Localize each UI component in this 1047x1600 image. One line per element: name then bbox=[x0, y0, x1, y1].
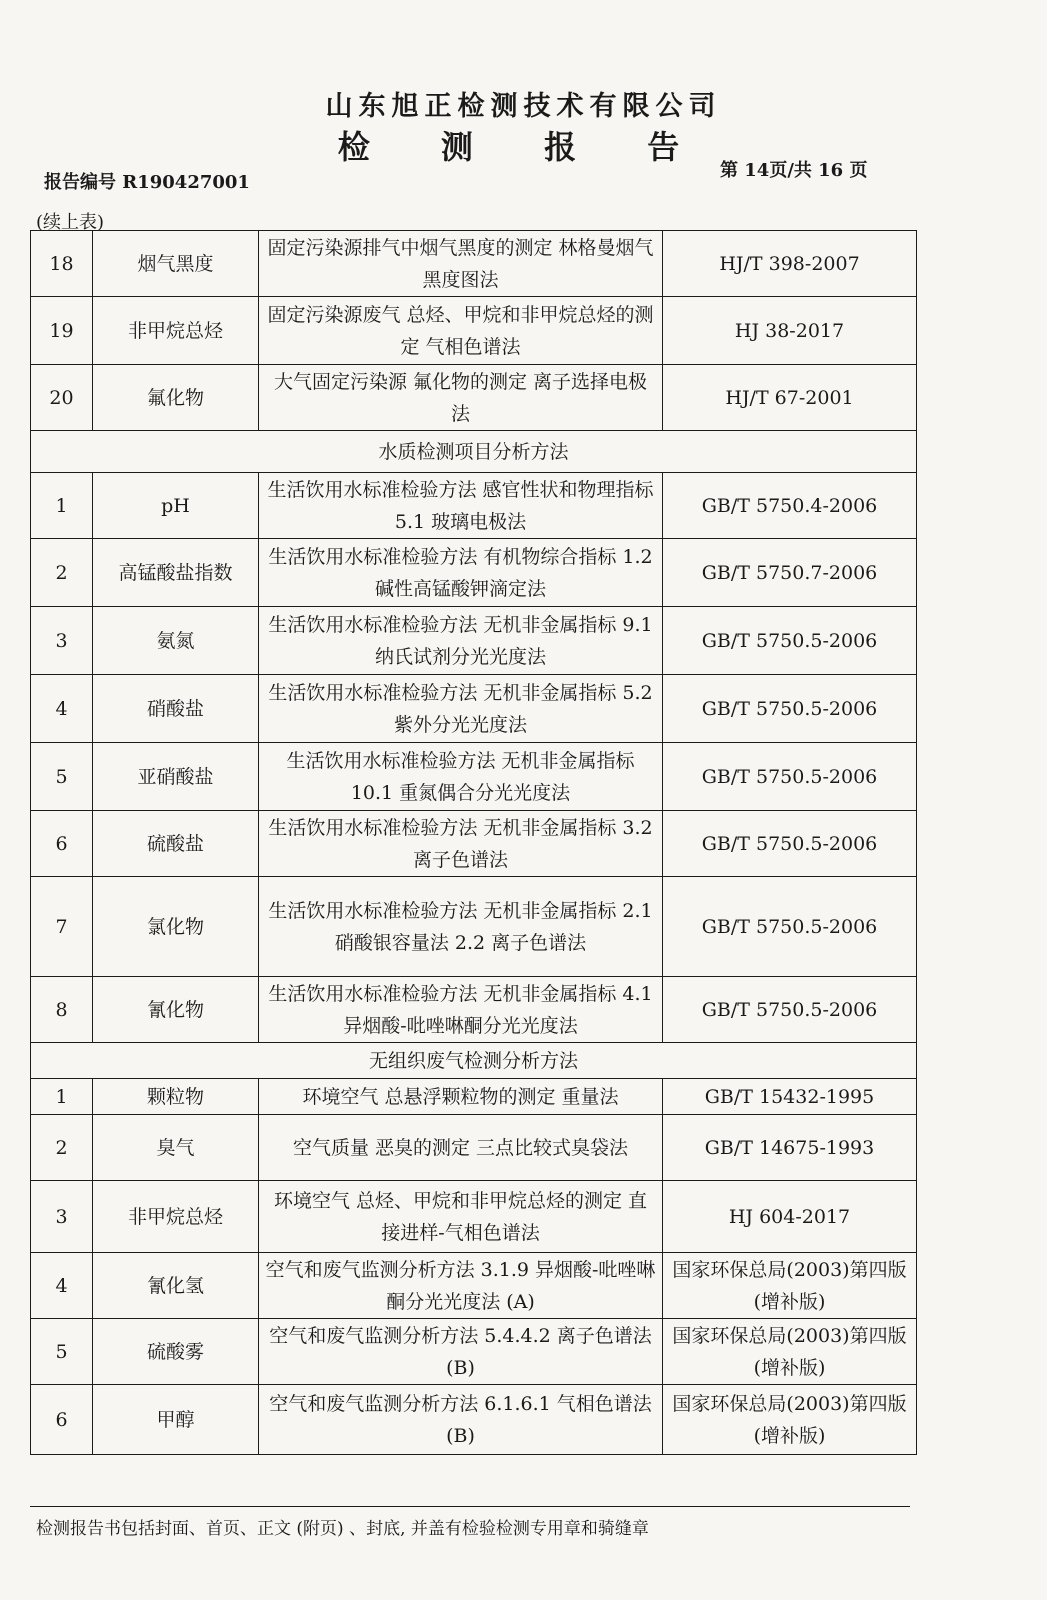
standard-code: HJ/T 67-2001 bbox=[663, 365, 917, 431]
document-title: 检 测 报 告 bbox=[337, 128, 710, 166]
report-number: 报告编号 R190427001 bbox=[44, 172, 250, 193]
item-name: 非甲烷总烃 bbox=[93, 297, 259, 365]
standard-code: 国家环保总局(2003)第四版(增补版) bbox=[663, 1385, 917, 1455]
row-number: 5 bbox=[31, 743, 93, 811]
row-number: 2 bbox=[31, 539, 93, 607]
standard-code: GB/T 5750.5-2006 bbox=[663, 675, 917, 743]
row-number: 4 bbox=[31, 675, 93, 743]
row-number: 3 bbox=[31, 1181, 93, 1253]
row-number: 6 bbox=[31, 1385, 93, 1455]
item-name: 甲醇 bbox=[93, 1385, 259, 1455]
section-header-air bbox=[31, 1043, 917, 1079]
item-name: 高锰酸盐指数 bbox=[93, 539, 259, 607]
item-name: 烟气黑度 bbox=[93, 231, 259, 297]
item-name: 氰化氢 bbox=[93, 1253, 259, 1319]
page-info: 第 14页/共 16 页 bbox=[720, 160, 868, 181]
section-title: 无组织废气检测分析方法 bbox=[31, 1043, 917, 1079]
row-number: 1 bbox=[31, 1079, 93, 1115]
footer-note: 检测报告书包括封面、首页、正文 (附页) 、封底, 并盖有检验检测专用章和骑缝章 bbox=[36, 1519, 649, 1539]
standard-code: GB/T 5750.5-2006 bbox=[663, 811, 917, 877]
row-number: 20 bbox=[31, 365, 93, 431]
method-name: 生活饮用水标准检验方法 无机非金属指标 5.2 紫外分光光度法 bbox=[259, 675, 663, 743]
table-row bbox=[31, 1115, 917, 1181]
item-name: 氰化物 bbox=[93, 977, 259, 1043]
standard-code: GB/T 5750.5-2006 bbox=[663, 877, 917, 977]
section-title: 水质检测项目分析方法 bbox=[31, 431, 917, 473]
table-row bbox=[31, 977, 917, 1043]
row-number: 19 bbox=[31, 297, 93, 365]
item-name: 氯化物 bbox=[93, 877, 259, 977]
method-name: 环境空气 总悬浮颗粒物的测定 重量法 bbox=[259, 1079, 663, 1115]
standard-code: GB/T 5750.4-2006 bbox=[663, 473, 917, 539]
standard-code: HJ 604-2017 bbox=[663, 1181, 917, 1253]
section-header-water bbox=[31, 431, 917, 473]
standard-code: GB/T 5750.7-2006 bbox=[663, 539, 917, 607]
method-name: 生活饮用水标准检验方法 无机非金属指标 3.2 离子色谱法 bbox=[259, 811, 663, 877]
method-name: 生活饮用水标准检验方法 无机非金属指标 10.1 重氮偶合分光光度法 bbox=[259, 743, 663, 811]
method-name: 生活饮用水标准检验方法 感官性状和物理指标 5.1 玻璃电极法 bbox=[259, 473, 663, 539]
table-row bbox=[31, 231, 917, 297]
item-name: 非甲烷总烃 bbox=[93, 1181, 259, 1253]
method-name: 空气和废气监测分析方法 3.1.9 异烟酸-吡唑啉酮分光光度法 (A) bbox=[259, 1253, 663, 1319]
row-number: 8 bbox=[31, 977, 93, 1043]
table-row bbox=[31, 1079, 917, 1115]
item-name: pH bbox=[93, 473, 259, 539]
method-name: 生活饮用水标准检验方法 无机非金属指标 4.1 异烟酸-吡唑啉酮分光光度法 bbox=[259, 977, 663, 1043]
item-name: 亚硝酸盐 bbox=[93, 743, 259, 811]
company-name: 山东旭正检测技术有限公司 bbox=[325, 91, 722, 122]
standard-code: GB/T 14675-1993 bbox=[663, 1115, 917, 1181]
method-name: 环境空气 总烃、甲烷和非甲烷总烃的测定 直接进样-气相色谱法 bbox=[259, 1181, 663, 1253]
method-name: 空气质量 恶臭的测定 三点比较式臭袋法 bbox=[259, 1115, 663, 1181]
method-name: 空气和废气监测分析方法 5.4.4.2 离子色谱法 (B) bbox=[259, 1319, 663, 1385]
standard-code: 国家环保总局(2003)第四版(增补版) bbox=[663, 1253, 917, 1319]
standard-code: HJ/T 398-2007 bbox=[663, 231, 917, 297]
item-name: 颗粒物 bbox=[93, 1079, 259, 1115]
standard-code: GB/T 15432-1995 bbox=[663, 1079, 917, 1115]
table-row bbox=[31, 811, 917, 877]
table-row bbox=[31, 877, 917, 977]
method-name: 固定污染源废气 总烃、甲烷和非甲烷总烃的测定 气相色谱法 bbox=[259, 297, 663, 365]
row-number: 6 bbox=[31, 811, 93, 877]
table-row bbox=[31, 743, 917, 811]
row-number: 7 bbox=[31, 877, 93, 977]
standard-code: GB/T 5750.5-2006 bbox=[663, 743, 917, 811]
row-number: 4 bbox=[31, 1253, 93, 1319]
item-name: 臭气 bbox=[93, 1115, 259, 1181]
item-name: 硝酸盐 bbox=[93, 675, 259, 743]
item-name: 硫酸盐 bbox=[93, 811, 259, 877]
table-row bbox=[31, 1253, 917, 1319]
table-row bbox=[31, 297, 917, 365]
table-row bbox=[31, 365, 917, 431]
standard-code: GB/T 5750.5-2006 bbox=[663, 607, 917, 675]
methods-table bbox=[30, 230, 917, 1455]
standard-code: GB/T 5750.5-2006 bbox=[663, 977, 917, 1043]
standard-code: 国家环保总局(2003)第四版(增补版) bbox=[663, 1319, 917, 1385]
row-number: 5 bbox=[31, 1319, 93, 1385]
table-row bbox=[31, 1385, 917, 1455]
method-name: 生活饮用水标准检验方法 无机非金属指标 9.1 纳氏试剂分光光度法 bbox=[259, 607, 663, 675]
item-name: 氨氮 bbox=[93, 607, 259, 675]
table-row bbox=[31, 473, 917, 539]
table-row bbox=[31, 607, 917, 675]
standard-code: HJ 38-2017 bbox=[663, 297, 917, 365]
item-name: 氟化物 bbox=[93, 365, 259, 431]
row-number: 18 bbox=[31, 231, 93, 297]
table-row bbox=[31, 1181, 917, 1253]
continued-label: (续上表) bbox=[36, 212, 105, 233]
method-name: 空气和废气监测分析方法 6.1.6.1 气相色谱法(B) bbox=[259, 1385, 663, 1455]
row-number: 3 bbox=[31, 607, 93, 675]
method-name: 生活饮用水标准检验方法 有机物综合指标 1.2 碱性高锰酸钾滴定法 bbox=[259, 539, 663, 607]
method-name: 大气固定污染源 氟化物的测定 离子选择电极法 bbox=[259, 365, 663, 431]
table-row bbox=[31, 539, 917, 607]
table-row bbox=[31, 1319, 917, 1385]
footer-divider bbox=[30, 1506, 910, 1507]
table-row bbox=[31, 675, 917, 743]
row-number: 1 bbox=[31, 473, 93, 539]
method-name: 生活饮用水标准检验方法 无机非金属指标 2.1 硝酸银容量法 2.2 离子色谱法 bbox=[259, 877, 663, 977]
method-name: 固定污染源排气中烟气黑度的测定 林格曼烟气黑度图法 bbox=[259, 231, 663, 297]
row-number: 2 bbox=[31, 1115, 93, 1181]
item-name: 硫酸雾 bbox=[93, 1319, 259, 1385]
